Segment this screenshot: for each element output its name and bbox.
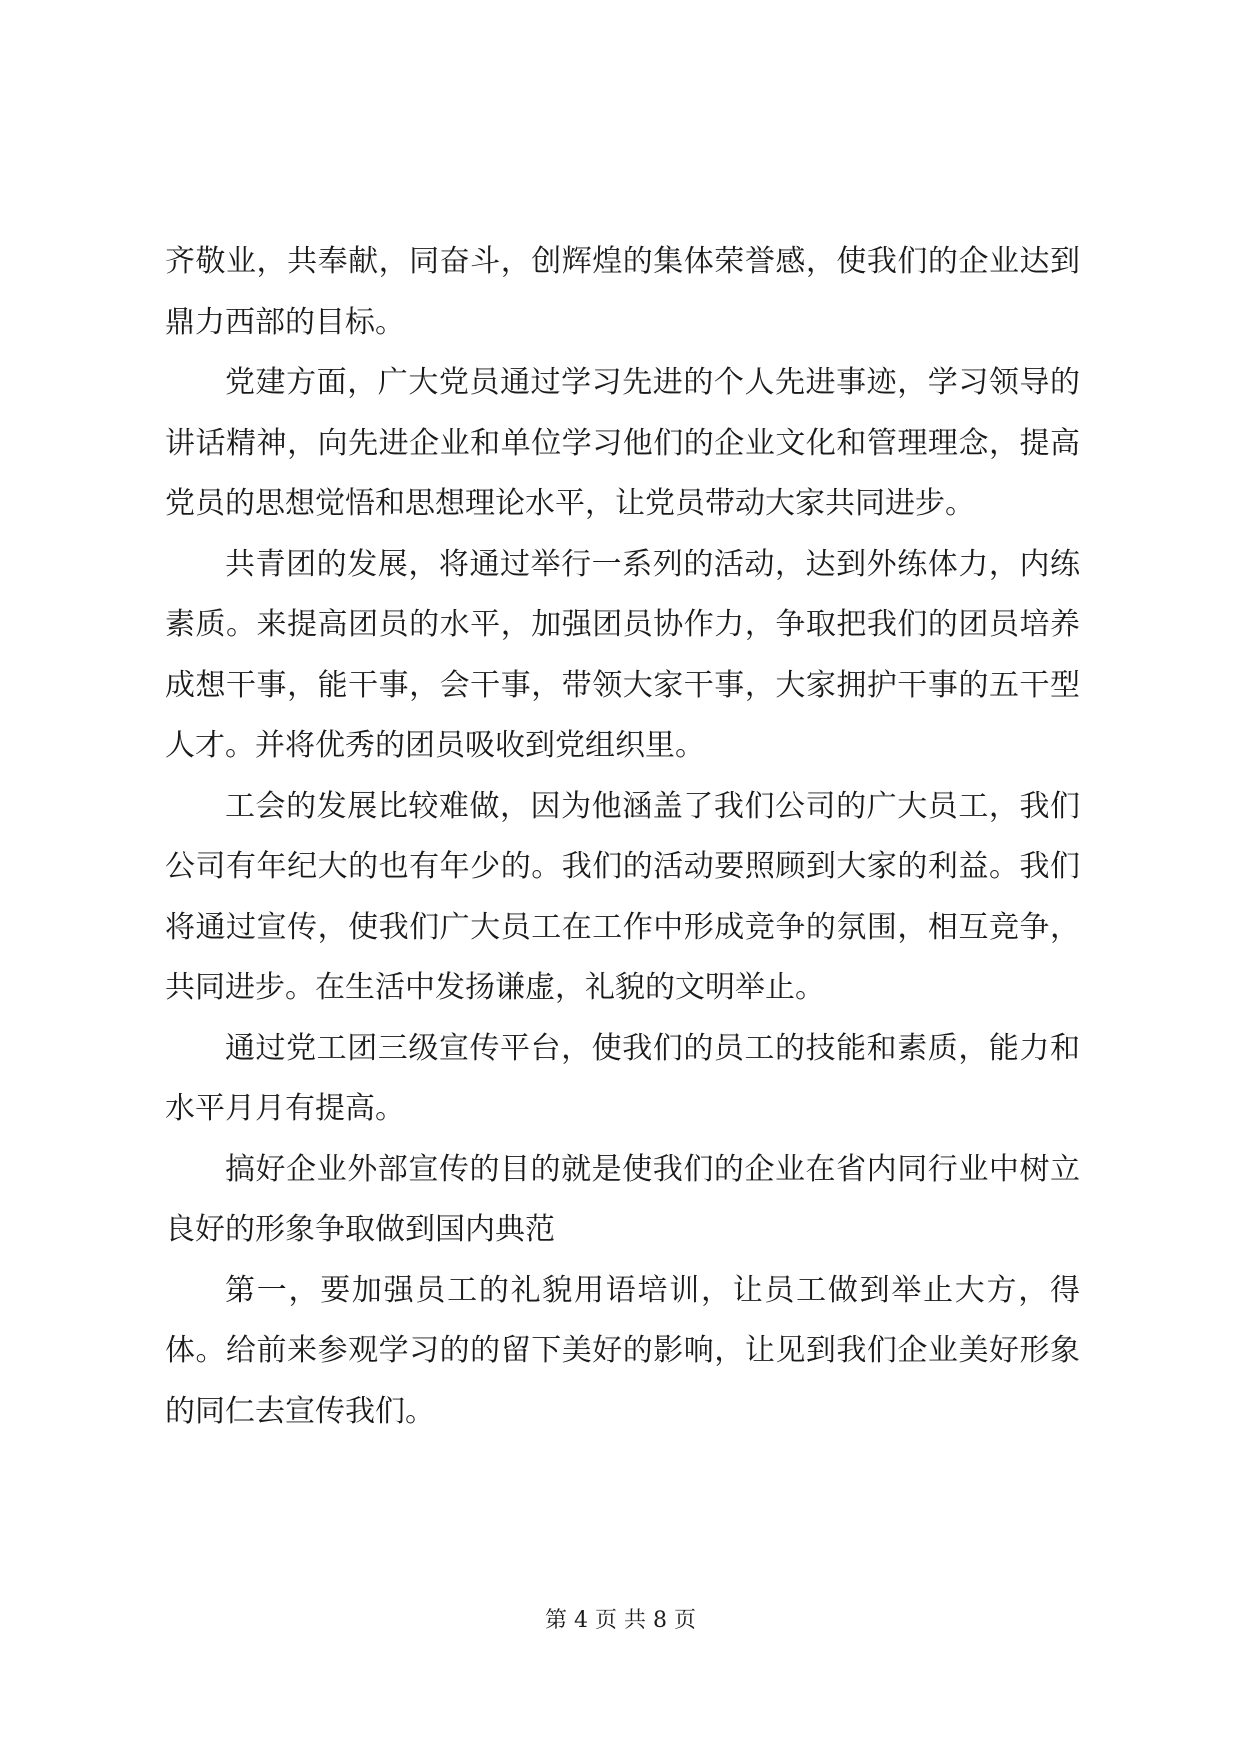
paragraph-5: 通过党工团三级宣传平台，使我们的员工的技能和素质，能力和水平月月有提高。 [165,1030,1080,1126]
paragraph-7: 第一，要加强员工的礼貌用语培训，让员工做到举止大方，得体。给前来参观学习的的留下美好的影响，让见到我们企业美好形象的同仁去宣传我们。 [165,1272,1080,1429]
paragraph-3: 共青团的发展，将通过举行一系列的活动，达到外练体力，内练素质。来提高团员的水平，加强团员协作力，争取把我们的团员培养成想干事，能干事，会干事，带领大家干事，大家拥护干事的五干型人才。并将优秀的团员吸收到党组织里。 [165,546,1080,763]
paragraph-6: 搞好企业外部宣传的目的就是使我们的企业在省内同行业中树立良好的形象争取做到国内典范 [165,1151,1080,1247]
page-footer: 第 4 页 共 8 页 [545,1608,696,1633]
paragraph-4: 工会的发展比较难做，因为他涵盖了我们公司的广大员工，我们公司有年纪大的也有年少的。我们的活动要照顾到大家的利益。我们将通过宣传，使我们广大员工在工作中形成竞争的氛围，相互竞争，共同进步。在生活中发扬谦虚，礼貌的文明举止。 [165,788,1080,1005]
document-body [165,232,1080,1442]
paragraph-1: 齐敬业，共奉献，同奋斗，创辉煌的集体荣誉感，使我们的企业达到鼎力西部的目标。 [165,244,1080,340]
paragraph-2: 党建方面，广大党员通过学习先进的个人先进事迹，学习领导的讲话精神，向先进企业和单位学习他们的企业文化和管理理念，提高党员的思想觉悟和思想理论水平，让党员带动大家共同进步。 [165,365,1080,521]
